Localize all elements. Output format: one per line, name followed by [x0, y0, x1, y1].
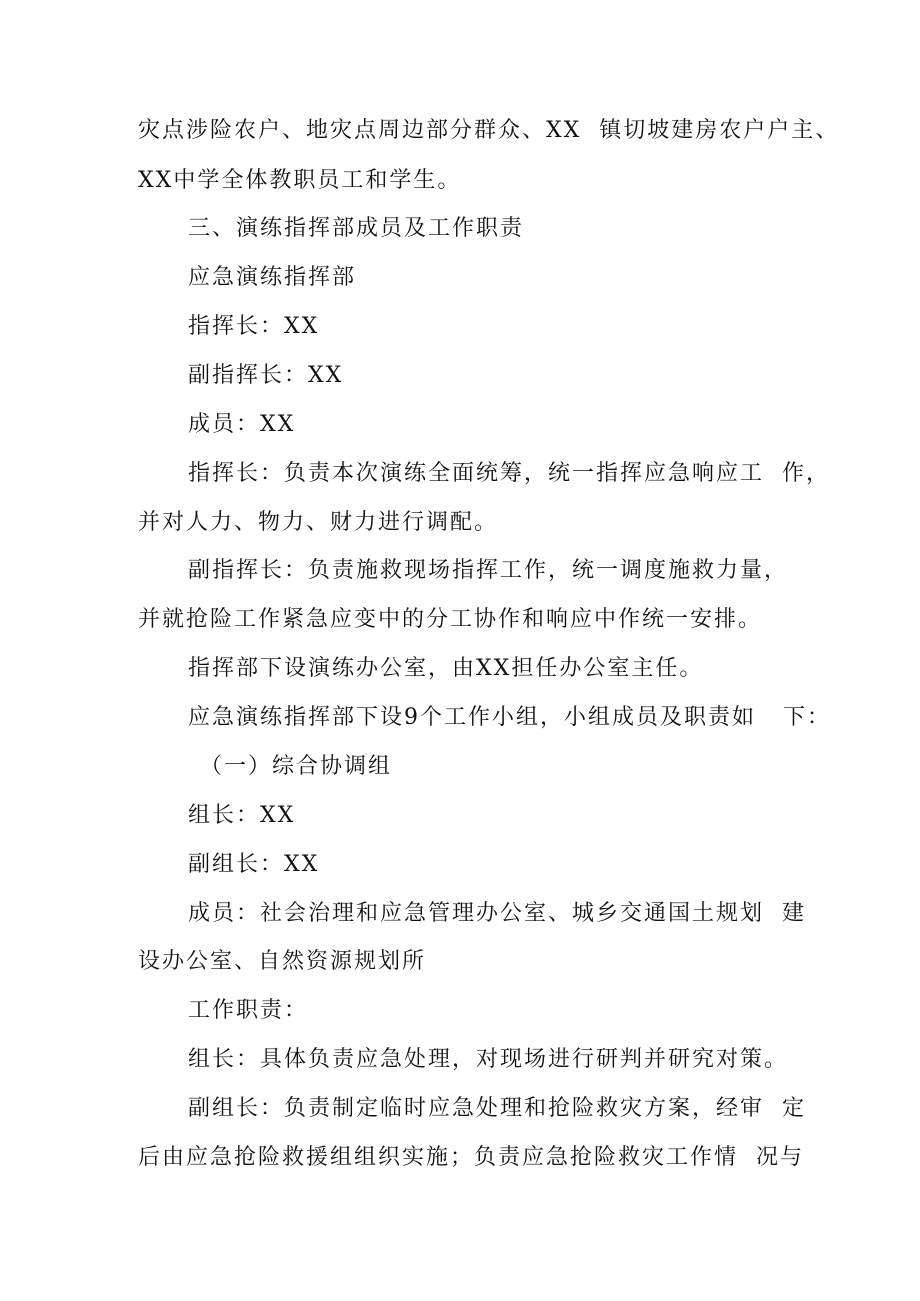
text-line: 组长：具体负责应急处理，对现场进行研判并研究对策。: [188, 1047, 789, 1072]
text-line: 成员：社会治理和应急管理办公室、城乡交通国土规划 建: [188, 901, 806, 926]
text-line: 副指挥长：XX: [188, 363, 344, 388]
text-line: 并就抢险工作紧急应变中的分工协作和响应中作统一安排。: [138, 607, 763, 632]
text-line: XX中学全体教职员工和学生。: [138, 168, 462, 193]
text-line: 副指挥长：负责施救现场指挥工作，统一调度施救力量，: [188, 558, 789, 583]
text-line: 成员：XX: [188, 412, 296, 437]
text-line: 副组长：负责制定临时应急处理和抢险救灾方案，经审 定: [188, 1096, 806, 1121]
text-line: 组长：XX: [188, 803, 296, 828]
section-heading: 三、演练指挥部成员及工作职责: [188, 216, 525, 241]
text-line: 指挥长：XX: [188, 314, 320, 339]
text-line: 应急演练指挥部下设9个工作小组，小组成员及职责如 下：: [188, 705, 831, 730]
text-line: 设办公室、自然资源规划所: [138, 949, 427, 974]
subsection-heading: （一）综合协调组: [200, 754, 393, 779]
text-line: 指挥长：负责本次演练全面统筹，统一指挥应急响应工 作，: [188, 461, 830, 486]
text-line: 应急演练指挥部: [188, 265, 357, 290]
text-line: 后由应急抢险救援组组织实施；负责应急抢险救灾工作情 况与: [138, 1145, 804, 1170]
text-line: 副组长：XX: [188, 852, 320, 877]
text-line: 工作职责：: [188, 998, 309, 1023]
text-line: 指挥部下设演练办公室，由XX担任办公室主任。: [188, 656, 704, 681]
text-line: 并对人力、物力、财力进行调配。: [138, 510, 499, 535]
text-line: 灾点涉险农户、地灾点周边部分群众、XX 镇切坡建房农户户主、: [138, 118, 840, 143]
